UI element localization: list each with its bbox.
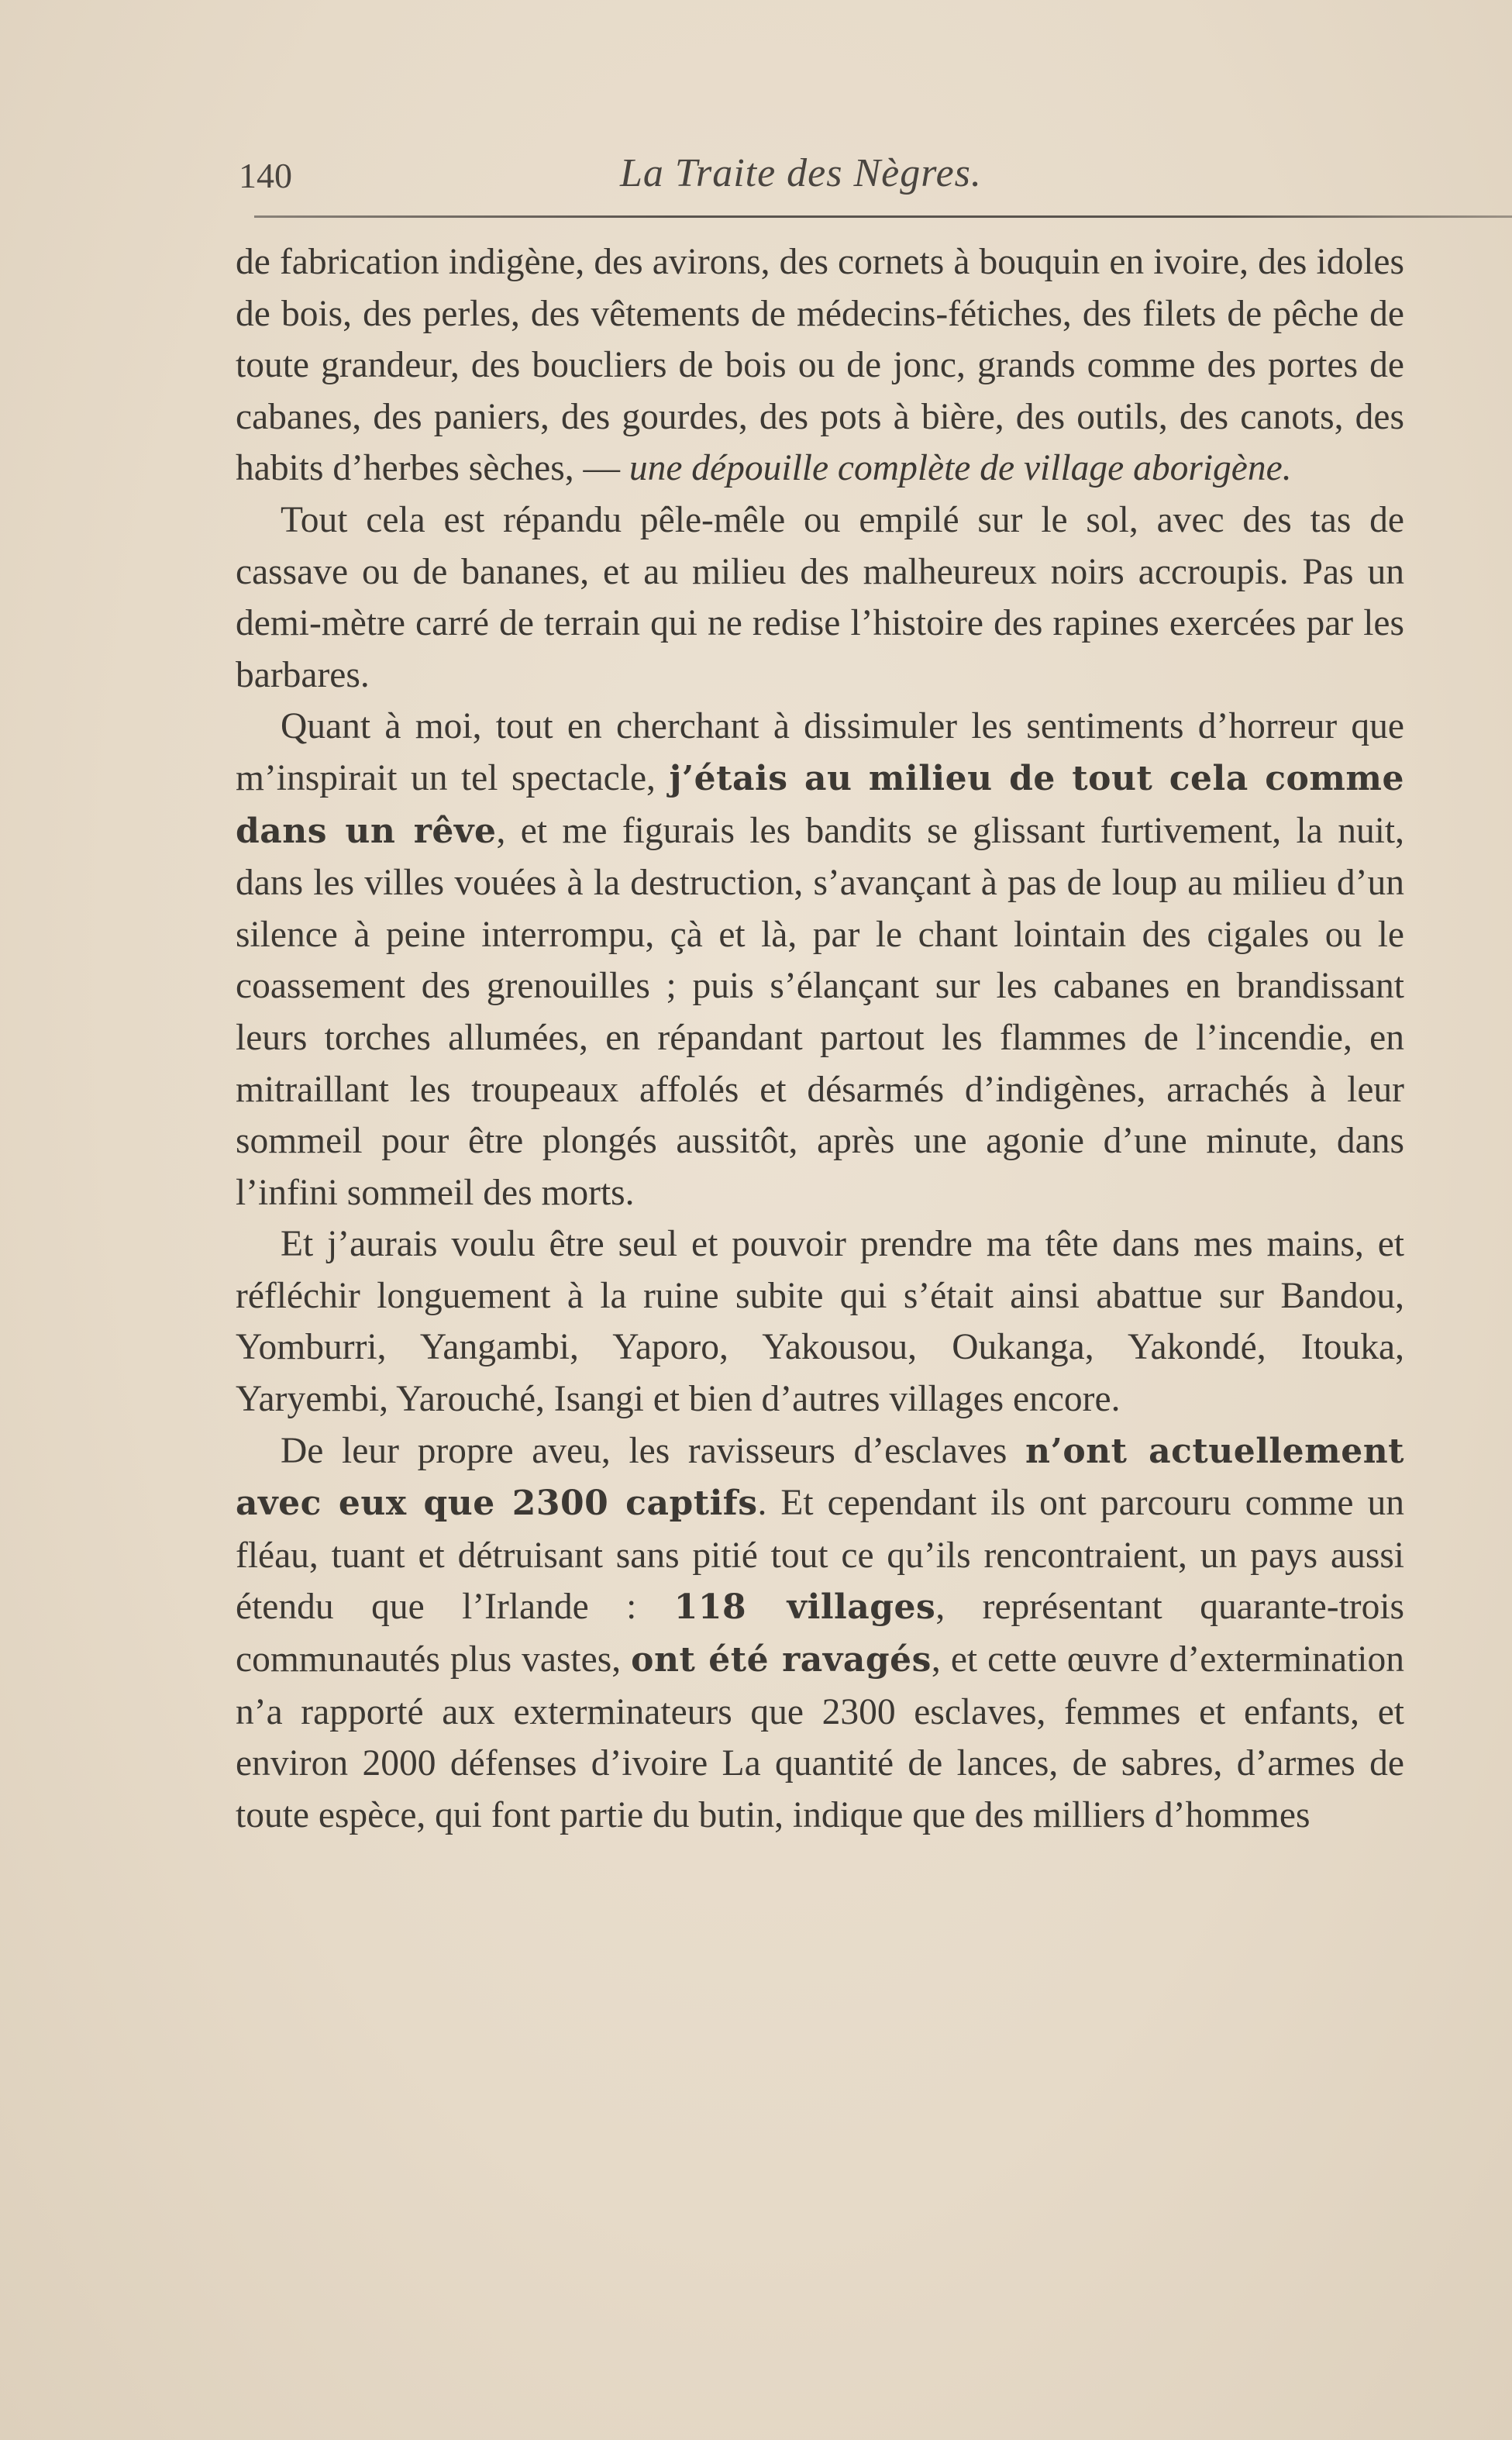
paragraph-3-text-a: Quant à moi, tout en cherchant à dissimuler les sentiments d’horreur que m’inspirait un tel spectacle, [236, 706, 1404, 798]
page-header [239, 151, 1401, 209]
paragraph-1-italic: une dépouille complète de village aborigène. [629, 448, 1292, 489]
paragraph-1-text: de fabrication indigène, des avirons, des cornets à bouquin en ivoire, des idoles de bois, des perles, des vêtements de médecins-fétiches, des filets de pêche de toute grandeur, des boucliers de bois ou de jonc, grands comme des portes de cabanes, des paniers, des gourdes, des pots à bière, des outils, des canots, des habits d’herbes sèches, — [236, 242, 1404, 489]
paragraph-3 [236, 701, 1404, 1218]
paragraph-5-text-c: , représentant quarante-trois communautés plus vastes, [236, 1587, 1405, 1680]
running-title: La Traite des Nègres. [620, 151, 982, 195]
paragraph-5-text-a: De leur propre aveu, les ravisseurs d’esclaves [281, 1430, 1026, 1471]
page-number: 140 [239, 156, 292, 195]
paragraph-5-bold-3: ont été ravagés [631, 1640, 932, 1680]
paragraph-1 [236, 236, 1404, 495]
paragraph-5-bold-1: n’ont actuellement avec eux que 2300 captifs [236, 1431, 1405, 1524]
paragraph-5-bold-2: 118 villages [673, 1587, 936, 1628]
paragraph-5-text-b: . Et cependant ils ont parcouru comme un fléau, tuant et détruisant sans pitié tout ce qu’ils rencontraient, un pays aussi étendu que l’Irlande : [236, 1483, 1404, 1628]
paragraph-5 [236, 1425, 1404, 1842]
paragraph-3-bold: j’étais au milieu de tout cela comme dans un rêve [236, 758, 1404, 851]
paragraph-5-text-d: , et cette œuvre d’extermination n’a rapporté aux exterminateurs que 2300 esclaves, femmes et enfants, et environ 2000 défenses d’ivoire La quantité de lances, de sabres, d’armes de toute espèce, qui font partie du butin, indique que des milliers d’hommes [236, 1639, 1405, 1835]
paragraph-2: Tout cela est répandu pêle-mêle ou empilé sur le sol, avec des tas de cassave ou de bananes, et au milieu des malheureux noirs accroupis. Pas un demi-mètre carré de terrain qui ne redise l’histoire des rapines exercées par les barbares. [236, 499, 1404, 695]
paragraph-3-text-b: , et me figurais les bandits se glissant furtivement, la nuit, dans les villes vouées à la destruction, s’avançant à pas de loup au milieu d’un silence à peine interrompu, çà et là, par le chant lointain des cigales ou le coassement des grenouilles ; puis s’élançant sur les cabanes en brandissant leurs torches allumées, en répandant partout les flammes de l’incendie, en mitraillant les troupeaux affolés et désarmés d’indigènes, arrachés à leur sommeil pour être plongés aussitôt, après une agonie d’une minute, dans l’infini sommeil des morts. [236, 810, 1404, 1213]
paragraph-4: Et j’aurais voulu être seul et pouvoir prendre ma tête dans mes mains, et réfléchir longuement à la ruine subite qui s’était ainsi abattue sur Bandou, Yomburri, Yangambi, Yaporo, Yakousou, Oukanga, Yakondé, Itouka, Yaryembi, Yarouché, Isangi et bien d’autres villages encore. [236, 1224, 1404, 1420]
body-text [236, 236, 1404, 1841]
header-rule [254, 215, 1512, 218]
